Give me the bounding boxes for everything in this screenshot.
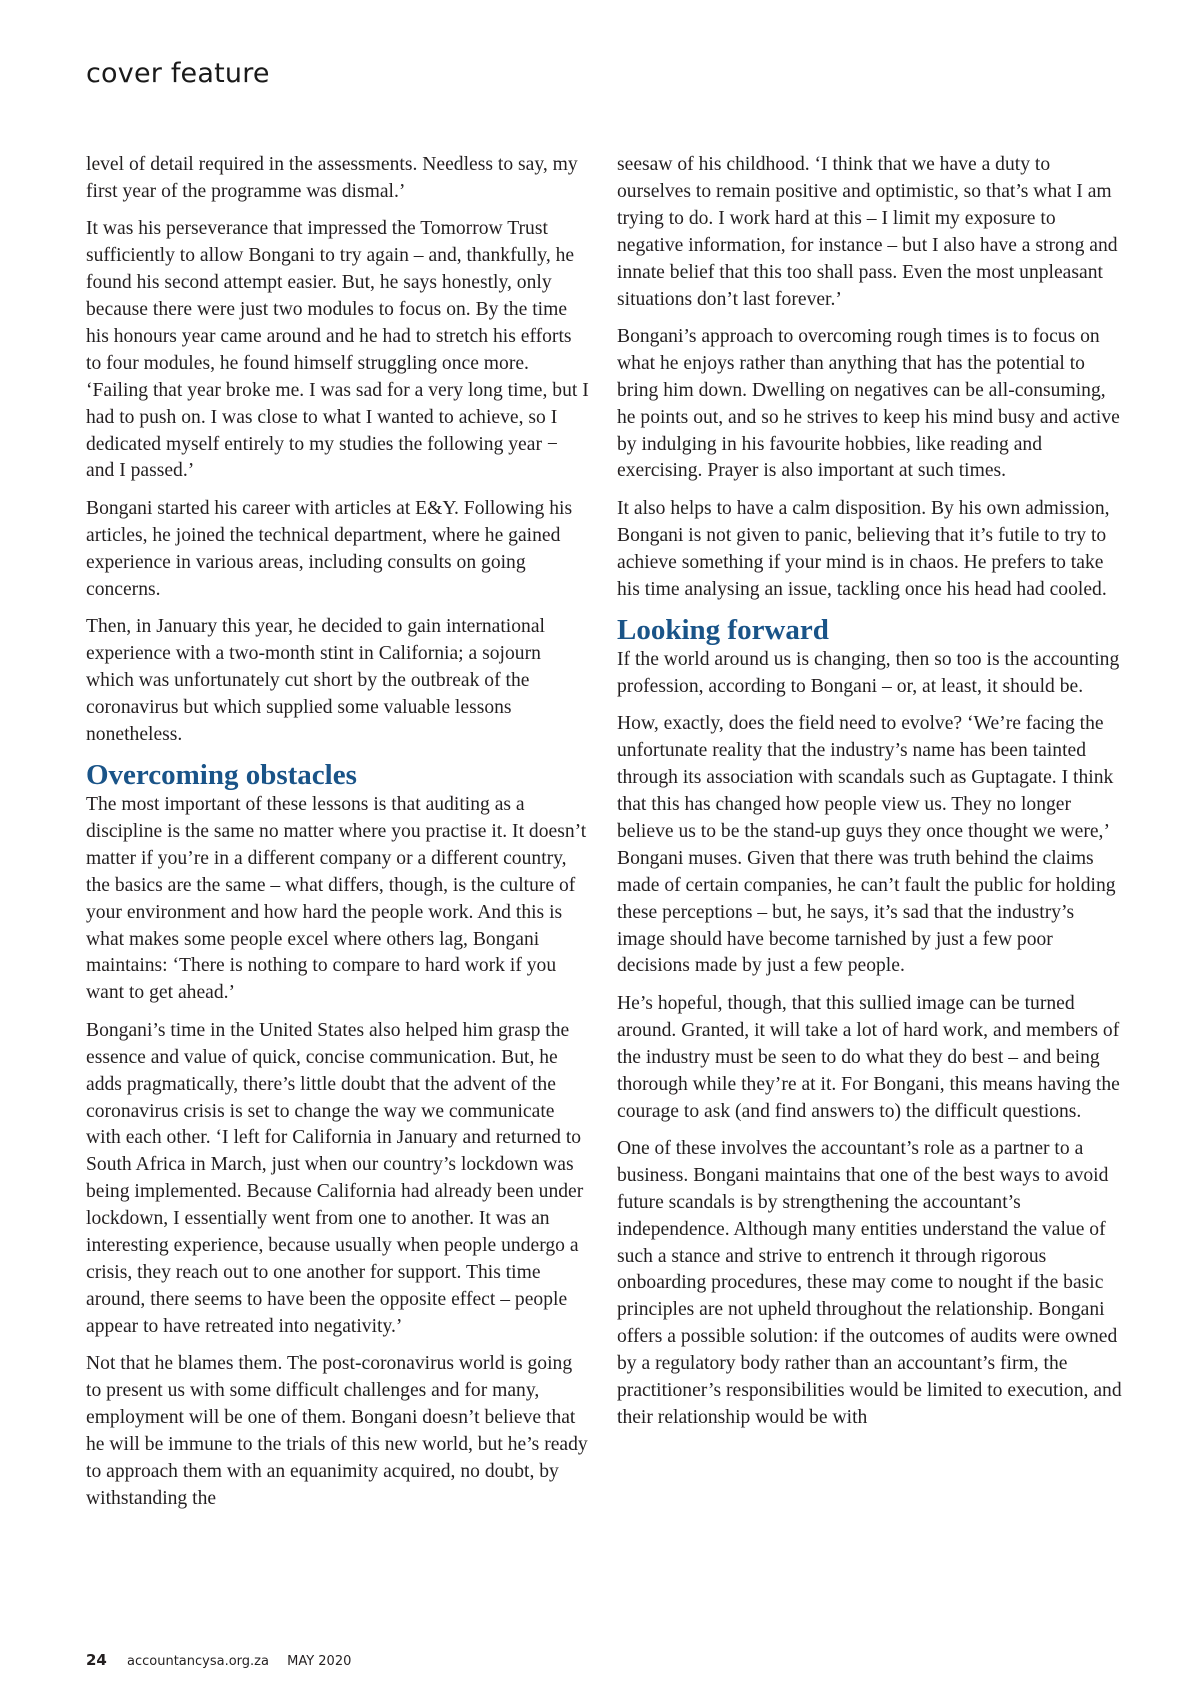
paragraph: How, exactly, does the field need to evolve? ‘We’re facing the unfortunate reality that the industry’s name has been tainted through its association with scandals such as Guptagate. I think that this has changed how people view us. They no longer believe us to be the stand-up guys they once thought we were,’ Bongani muses. Given that there was truth behind the claims made of certain companies, he can’t fault the public for holding these perceptions – but, he says, it’s sad that the industry’s image should have become tarnished by just a few poor decisions made by just a few people. xyxy=(617,713,1116,977)
paragraph: Then, in January this year, he decided to gain international experience with a two-month stint in California; a sojourn which was unfortunately cut short by the outbreak of the coronavirus but which supplied some valuable lessons nonetheless. xyxy=(86,616,545,745)
section-heading-looking-forward: Looking forward xyxy=(617,614,829,646)
paragraph: level of detail required in the assessments. Needless to say, my first year of the programme was dismal.’ xyxy=(86,154,578,202)
footer-website: accountancysa.org.za xyxy=(127,1654,269,1669)
article-column-left xyxy=(86,152,591,1523)
section-heading-overcoming-obstacles: Overcoming obstacles xyxy=(86,759,357,792)
paragraph: If the world around us is changing, then so too is the accounting profession, according to Bongani – or, at least, it should be. xyxy=(617,649,1120,697)
footer-issue-date: MAY 2020 xyxy=(287,1654,352,1669)
paragraph: Bongani’s time in the United States also helped him grasp the essence and value of quick, concise communication. But, he adds pragmatically, there’s little doubt that the advent of the coronavirus crisis is set to change the way we communicate with each other. ‘I left for California in January and returned to South Africa in March, just when our country’s lockdown was being implemented. Because California had already been under lockdown, I essentially went from one to another. It was an interesting experience, because usually when people undergo a crisis, they reach out to one another for support. This time around, there seems to have been the opposite effect – people appear to have retreated into negativity.’ xyxy=(86,1019,584,1337)
article-column-right xyxy=(617,152,1122,1442)
paragraph: The most important of these lessons is that auditing as a discipline is the same no matter where you practise it. It doesn’t matter if you’re in a different company or a different country, the basics are the same – what differs, though, is the culture of your environment and how hard the people work. And this is what makes some people excel where others lag, Bongani maintains: ‘There is nothing to compare to hard work if you want to get ahead.’ xyxy=(86,794,587,1004)
paragraph: It also helps to have a calm disposition. By his own admission, Bongani is not given to panic, believing that it’s futile to try to achieve something if your mind is in chaos. He prefers to take his time analysing an issue, tackling once his head had cooled. xyxy=(617,497,1110,600)
page-footer xyxy=(86,1651,351,1669)
paragraph: Not that he blames them. The post-coronavirus world is going to present us with some difficult challenges and for many, employment will be one of them. Bongani doesn’t believe that he will be immune to the trials of this new world, but he’s ready to approach them with an equanimity acquired, no doubt, by withstanding the xyxy=(86,1353,588,1509)
section-label: cover feature xyxy=(86,58,270,89)
paragraph: Bongani started his career with articles at E&Y. Following his articles, he joined the technical department, where he gained experience in various areas, including consults on going concerns. xyxy=(86,497,573,600)
paragraph: Bongani’s approach to overcoming rough times is to focus on what he enjoys rather than anything that has the potential to bring him down. Dwelling on negatives can be all-consuming, he points out, and so he strives to keep his mind busy and active by indulging in his favourite hobbies, like reading and exercising. Prayer is also important at such times. xyxy=(617,325,1120,482)
page-number: 24 xyxy=(86,1651,107,1669)
paragraph: One of these involves the accountant’s role as a partner to a business. Bongani maintains that one of the best ways to avoid future scandals is by strengthening the accountant’s independence. Although many entities understand the value of such a stance and strive to entrench it through rigorous onboarding procedures, these may come to nought if the basic principles are not upheld throughout the relationship. Bongani offers a possible solution: if the outcomes of audits were owned by a regulatory body rather than an accountant’s firm, the practitioner’s responsibilities would be limited to execution, and their relationship would be with xyxy=(617,1137,1122,1428)
paragraph: It was his perseverance that impressed the Tomorrow Trust sufficiently to allow Bongani to try again – and, thankfully, he found his second attempt easier. But, he says honestly, only because there were just two modules to focus on. By the time his honours year came around and he had to stretch his efforts to four modules, he found himself struggling once more. ‘Failing that year broke me. I was sad for a very long time, but I had to push on. I was close to what I wanted to achieve, so I dedicated myself entirely to my studies the following year − and I passed.’ xyxy=(86,218,589,482)
paragraph: seesaw of his childhood. ‘I think that we have a duty to ourselves to remain positive and optimistic, so that’s what I am trying to do. I work hard at this – I limit my exposure to negative information, for instance – but I also have a strong and innate belief that this too shall pass. Even the most unpleasant situations don’t last forever.’ xyxy=(617,154,1118,310)
paragraph: He’s hopeful, though, that this sullied image can be turned around. Granted, it will take a lot of hard work, and members of the industry must be seen to do what they do best – and being thorough while they’re at it. For Bongani, this means having the courage to ask (and find answers to) the difficult questions. xyxy=(617,992,1120,1122)
